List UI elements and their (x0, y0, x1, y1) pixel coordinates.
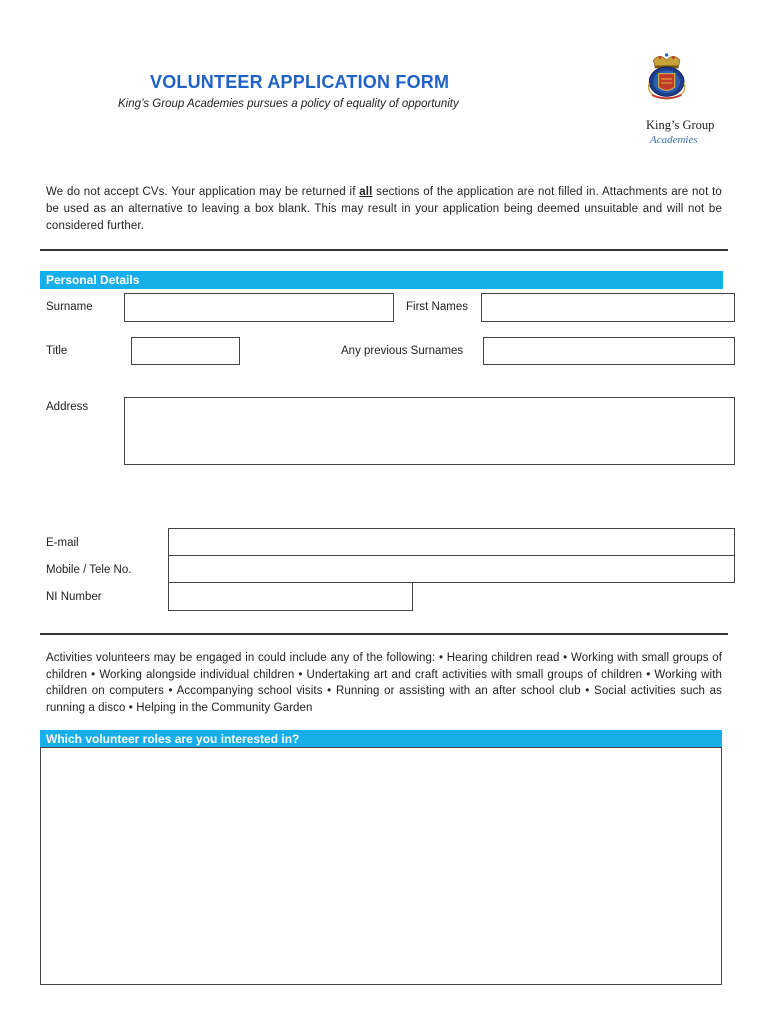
previous-surnames-label: Any previous Surnames (341, 345, 464, 357)
first-names-label: First Names (406, 301, 468, 313)
intro-emphasis: all (359, 186, 373, 198)
volunteer-roles-heading: Which volunteer roles are you interested in? (40, 730, 722, 748)
ni-number-field[interactable] (168, 582, 413, 611)
intro-text-1: We do not accept CVs. Your application may be returned if (46, 186, 360, 198)
divider-top (40, 249, 728, 251)
mobile-label: Mobile / Tele No. (46, 564, 132, 576)
intro-paragraph (46, 184, 722, 235)
title-field[interactable] (131, 337, 240, 365)
volunteer-roles-field[interactable] (40, 747, 722, 985)
surname-label: Surname (46, 301, 93, 313)
address-label: Address (46, 401, 89, 413)
logo-text-academies: Academies (650, 134, 698, 146)
form-title: VOLUNTEER APPLICATION FORM (150, 72, 450, 92)
ni-number-label: NI Number (46, 591, 102, 603)
personal-details-heading: Personal Details (40, 271, 723, 289)
surname-field[interactable] (124, 293, 394, 322)
intro-text-2: sections of the application are not filled in. Attachments are not to be used as an alternative to leaving a box blank. This may result in your application being deemed unsuitable and will not be considered further. (46, 186, 722, 232)
previous-surnames-field[interactable] (483, 337, 735, 365)
activities-paragraph: Activities volunteers may be engaged in could include any of the following: • Hearing children read • Working with small groups of children • Working alongside individual children • Undertaking art and craft activities with small groups of children • Working with children on computers • Accompanying school visits • Running or assisting with an after school club • Social activities such as running a disco • Helping in the Community Garden (46, 652, 722, 714)
address-field[interactable] (124, 397, 735, 465)
first-names-field[interactable] (481, 293, 735, 322)
title-label: Title (46, 345, 68, 357)
mobile-field[interactable] (168, 555, 735, 583)
email-field[interactable] (168, 528, 735, 556)
form-subtitle: King’s Group Academies pursues a policy of equality of opportunity (118, 98, 459, 110)
email-label: E-mail (46, 537, 79, 549)
crest-logo-icon (640, 50, 700, 116)
divider-middle (40, 633, 728, 635)
logo-text-kings-group: King’s Group (646, 118, 715, 132)
